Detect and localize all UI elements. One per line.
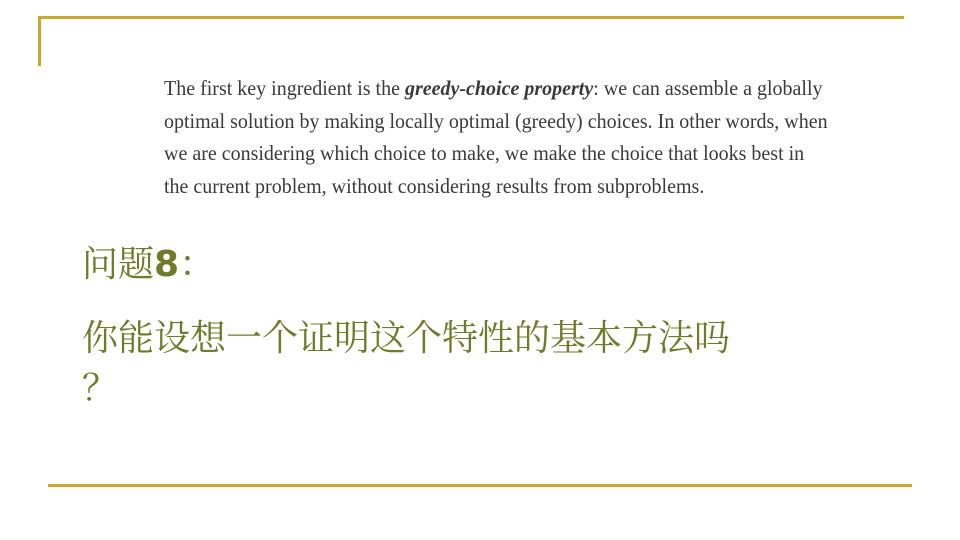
- quote-line-1-start: The first key ingredient is the: [164, 76, 405, 100]
- question-colon: ：: [179, 244, 216, 285]
- frame-left-rule: [38, 16, 41, 66]
- textbook-quote: [164, 72, 828, 202]
- question-number: 8: [154, 244, 180, 285]
- question-body-line-2: ？: [82, 368, 119, 409]
- quote-line-4: the current problem, without considering results from subproblems.: [164, 173, 705, 198]
- quote-line-1: [164, 72, 823, 105]
- quote-line-1-end: : we can assemble a globally: [593, 76, 823, 100]
- frame-bottom-rule: [48, 484, 912, 487]
- question-label: 问题: [82, 244, 155, 285]
- quote-line-3: we are considering which choice to make, we make the choice that looks best in: [164, 141, 805, 165]
- question-body: [82, 314, 882, 414]
- frame-top-rule: [38, 16, 904, 19]
- question-title: [82, 240, 215, 290]
- quote-line-2: optimal solution by making locally optimal (greedy) choices. In other words, when: [164, 108, 828, 133]
- question-body-line-1: 你能设想一个证明这个特性的基本方法吗: [82, 318, 731, 359]
- greedy-choice-property-term: greedy-choice property: [404, 76, 594, 100]
